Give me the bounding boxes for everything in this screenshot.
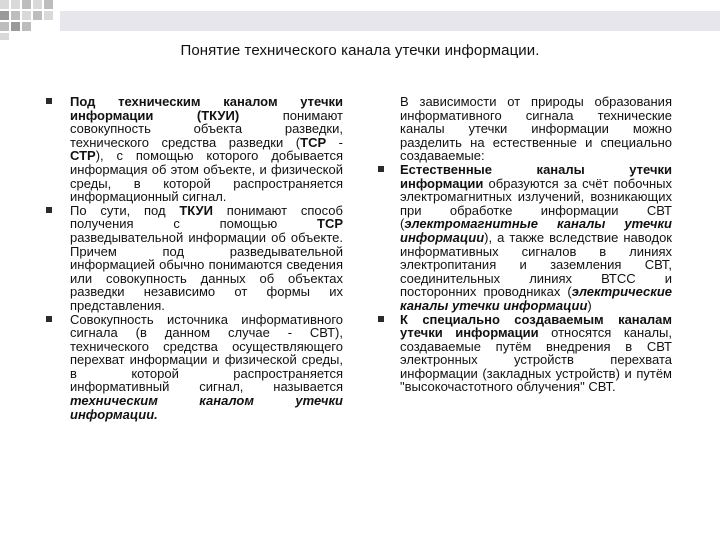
text-run: ТСР (300, 134, 327, 150)
text-run: понимают совокупность объекта разведки, технического средства разведки ( (70, 107, 343, 150)
text-run: ), с помощью которого добывается информация об этом объекте, и физической среды, в которой распространяется информационный сигнал. (70, 148, 343, 205)
square-bullet-icon (378, 316, 384, 322)
bullet-item (46, 95, 343, 204)
square-bullet-icon (46, 207, 52, 213)
text-run: По сути, под (70, 202, 180, 218)
right-bullet-list (378, 163, 672, 394)
text-run: электромагнитные каналы утечки информации (400, 216, 672, 245)
header-decoration (0, 0, 720, 40)
text-run: ТКУИ (179, 202, 213, 218)
text-run: - (326, 134, 343, 150)
square-bullet-icon (378, 166, 384, 172)
right-intro-text: В зависимости от природы образования информативного сигнала технические каналы утечки информации можно разделить на естественные и специально создаваемые: (400, 94, 672, 164)
bullet-item (46, 204, 343, 313)
text-run: ) (587, 297, 592, 313)
slide-title: Понятие технического канала утечки информации. (180, 42, 540, 59)
text-run: Естественные каналы утечки информации (400, 161, 672, 191)
text-run: Совокупность источника информативного сигнала (в данном случае - СВТ), технического средства осуществляющего перехват информации и физической среды, в которой распространяется информативный сигнал, называется (70, 311, 343, 395)
text-run: техническим каналом утечки информации. (70, 393, 343, 422)
text-run: образуются за счёт побочных электромагнитных излучений, возникающих при обработке информации СВТ ( (400, 175, 672, 232)
text-run: относятся каналы, создаваемые путём внедрения в СВТ электронных устройств перехвата информации (закладных устройств) и путём "высокочастотного облучения" СВТ. (400, 325, 672, 395)
bullet-item (378, 313, 672, 395)
text-run: Под техническим каналом утечки информации (ТКУИ) (70, 94, 343, 123)
text-run: ), а также вследствие наводок информативных сигналов в линиях электропитания и заземления СВТ, соединительных линиях ВТСС и посторонних проводниках ( (400, 229, 672, 300)
right-column (378, 95, 672, 394)
text-run: К специально создаваемым каналам утечки информации (400, 311, 672, 341)
text-run: разведывательной информации об объекте. Причем под разведывательной информацией обычно понимаются сведения или совокупность данных об объектах разведки независимо от формы их представления. (70, 229, 343, 313)
bullet-item (46, 313, 343, 422)
left-column (46, 95, 343, 421)
bullet-item (378, 163, 672, 313)
text-run: ТСР (317, 216, 343, 232)
text-run: СТР (70, 148, 96, 164)
text-run: понимают способ получения с помощью (70, 202, 343, 232)
square-bullet-icon (46, 98, 52, 104)
text-run: электрические каналы утечки информации (400, 284, 672, 313)
square-bullet-icon (46, 316, 52, 322)
